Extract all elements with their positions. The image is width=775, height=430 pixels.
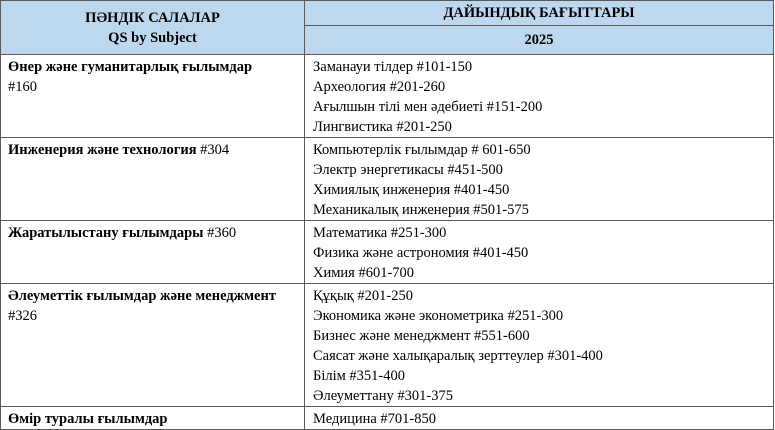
subject-area-header-en: QS by Subject (108, 30, 197, 46)
field-item: Ағылшын тілі мен әдебиеті #151-200 (313, 99, 543, 115)
fields-cell (305, 55, 774, 138)
subject-name: Әлеуметтік ғылымдар және менеджмент (8, 288, 276, 304)
subject-rank: #326 (8, 308, 37, 324)
subject-cell (1, 55, 305, 138)
field-item: Компьютерлік ғылымдар # 601-650 (313, 142, 531, 158)
field-item: Білім #351-400 (313, 368, 405, 384)
subject-rank: #360 (207, 225, 237, 241)
fields-cell (305, 284, 774, 407)
field-item: Медицина #701-850 (313, 411, 437, 427)
training-directions-header: ДАЙЫНДЫҚ БАҒЫТТАРЫ (305, 1, 774, 26)
table-row (1, 284, 774, 407)
field-item: Археология #201-260 (313, 79, 446, 95)
year-header: 2025 (305, 26, 774, 55)
subject-rank: #160 (8, 79, 37, 95)
field-item: Химиялық инженерия #401-450 (313, 182, 510, 198)
subject-name: Инженерия және технология (8, 142, 197, 158)
field-item: Бизнес және менеджмент #551-600 (313, 328, 530, 344)
subject-cell (1, 407, 305, 430)
field-item: Әлеуметтану #301-375 (313, 388, 453, 404)
field-item: Саясат және халықаралық зерттеулер #301-400 (313, 348, 603, 364)
subject-cell (1, 284, 305, 407)
field-item: Лингвистика #201-250 (313, 119, 452, 135)
field-item: Механикалық инженерия #501-575 (313, 202, 529, 218)
subject-area-header (1, 1, 305, 55)
field-item: Заманауи тілдер #101-150 (313, 59, 473, 75)
field-item: Электр энергетикасы #451-500 (313, 162, 503, 178)
subject-cell (1, 221, 305, 284)
field-item: Математика #251-300 (313, 225, 447, 241)
field-item: Құқық #201-250 (313, 288, 413, 304)
fields-cell (305, 407, 774, 430)
table-row (1, 221, 774, 284)
table-row (1, 55, 774, 138)
subject-rank: #304 (200, 142, 230, 158)
table-row (1, 138, 774, 221)
subject-area-header-kk: ПӘНДІК САЛАЛАР (85, 10, 220, 26)
subject-cell (1, 138, 305, 221)
subject-name: Өнер және гуманитарлық ғылымдар (8, 59, 253, 75)
field-item: Химия #601-700 (313, 265, 415, 281)
subject-name: Жаратылыстану ғылымдары (8, 225, 204, 241)
fields-cell (305, 221, 774, 284)
table-row (1, 407, 774, 430)
field-item: Экономика және эконометрика #251-300 (313, 308, 564, 324)
subject-name: Өмір туралы ғылымдар (8, 411, 168, 427)
fields-cell (305, 138, 774, 221)
field-item: Физика және астрономия #401-450 (313, 245, 529, 261)
